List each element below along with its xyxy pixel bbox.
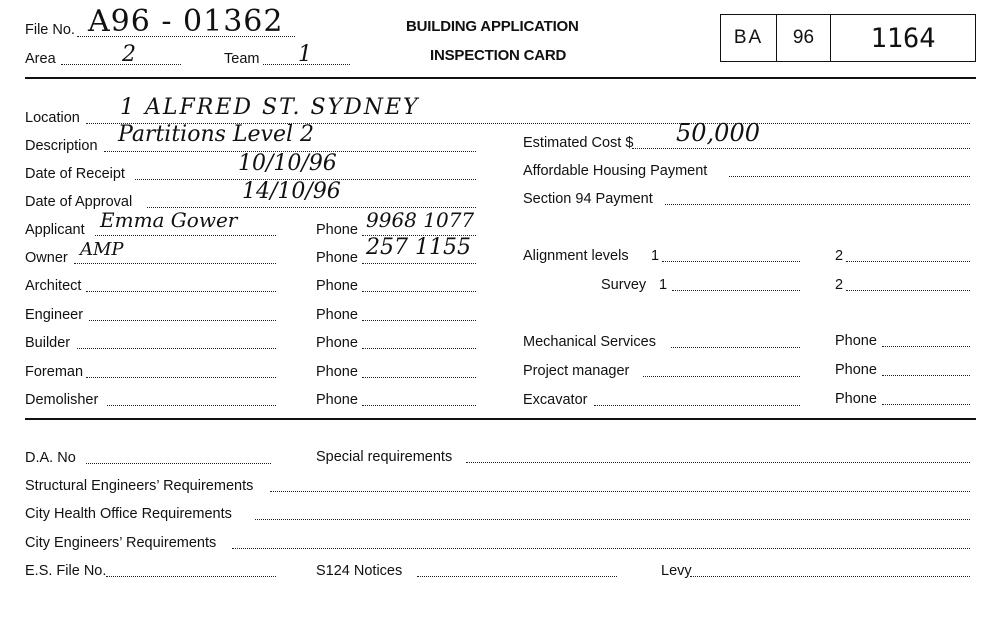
mechanical-phone-line: [882, 346, 970, 347]
es-file-label: E.S. File No.: [25, 563, 107, 579]
estimated-cost-value: 50,000: [676, 119, 760, 147]
date-approval-value: 14/10/96: [242, 179, 341, 204]
ref-prefix: BA: [721, 15, 777, 61]
excavator-phone-label: Phone: [835, 391, 877, 407]
owner-phone-value: 257 1155: [366, 235, 471, 260]
engineer-line: [89, 320, 276, 321]
city-engineers-line: [232, 548, 970, 549]
foreman-phone-label: Phone: [316, 364, 358, 380]
header-divider: [25, 77, 976, 79]
mechanical-phone-label: Phone: [835, 333, 877, 349]
date-approval-label: Date of Approval: [25, 194, 133, 210]
special-req-line: [466, 462, 970, 463]
structural-label: Structural Engineers’ Requirements: [25, 478, 254, 494]
project-manager-phone-label: Phone: [835, 362, 877, 378]
ref-number: 1164: [870, 22, 936, 54]
levy-label: Levy: [661, 563, 692, 579]
description-value: Partitions Level 2: [118, 122, 315, 147]
survey-line1: [672, 290, 800, 291]
location-label: Location: [25, 110, 80, 126]
excavator-line: [594, 405, 800, 406]
reference-box: [720, 14, 976, 62]
file-no-value: A96 - 01362: [88, 4, 284, 39]
architect-label: Architect: [25, 278, 82, 294]
description-label: Description: [25, 138, 98, 154]
estimated-cost-label: Estimated Cost $: [523, 135, 634, 151]
da-no-label: D.A. No: [25, 450, 76, 466]
mechanical-line: [671, 347, 800, 348]
demolisher-phone-line: [362, 405, 476, 406]
ref-year: 96: [777, 15, 831, 61]
foreman-phone-line: [362, 377, 476, 378]
owner-line: [74, 263, 276, 264]
file-no-label: File No.: [25, 22, 75, 38]
engineer-phone-label: Phone: [316, 307, 358, 323]
foreman-line: [86, 377, 276, 378]
owner-label: Owner: [25, 250, 68, 266]
project-manager-phone-line: [882, 375, 970, 376]
section94-label: Section 94 Payment: [523, 191, 653, 207]
date-receipt-label: Date of Receipt: [25, 166, 125, 182]
applicant-label: Applicant: [25, 222, 85, 238]
city-health-line: [255, 519, 970, 520]
affordable-housing-label: Affordable Housing Payment: [523, 163, 708, 179]
owner-value: AMP: [80, 239, 124, 260]
builder-phone-line: [362, 348, 476, 349]
middle-divider: [25, 418, 976, 420]
date-receipt-value: 10/10/96: [238, 151, 337, 176]
project-manager-label: Project manager: [523, 363, 630, 379]
survey-line2: [846, 290, 970, 291]
survey-n1: 1: [659, 277, 668, 293]
card-title-line1: BUILDING APPLICATION: [406, 18, 579, 35]
architect-line: [86, 291, 276, 292]
s124-label: S124 Notices: [316, 563, 403, 579]
builder-line: [77, 348, 276, 349]
team-label: Team: [224, 51, 260, 67]
alignment-levels-label: Alignment levels: [523, 248, 629, 264]
mechanical-label: Mechanical Services: [523, 334, 656, 350]
applicant-phone-value: 9968 1077: [366, 208, 475, 232]
architect-phone-line: [362, 291, 476, 292]
excavator-label: Excavator: [523, 392, 588, 408]
alignment-levels-n2: 2: [835, 248, 844, 264]
card-title-line2: INSPECTION CARD: [430, 47, 567, 64]
builder-label: Builder: [25, 335, 71, 351]
excavator-phone-line: [882, 404, 970, 405]
affordable-housing-line: [729, 176, 970, 177]
project-manager-line: [643, 376, 800, 377]
alignment-levels-n1: 1: [651, 248, 660, 264]
area-line: [61, 64, 181, 65]
foreman-label: Foreman: [25, 364, 84, 380]
demolisher-label: Demolisher: [25, 392, 99, 408]
area-label: Area: [25, 51, 56, 67]
section94-line: [665, 204, 970, 205]
location-value: 1 ALFRED ST. SYDNEY: [120, 95, 420, 120]
area-value: 2: [122, 42, 136, 67]
levy-line: [690, 576, 970, 577]
architect-phone-label: Phone: [316, 278, 358, 294]
team-value: 1: [298, 42, 312, 67]
special-req-label: Special requirements: [316, 449, 453, 465]
applicant-line: [95, 235, 276, 236]
survey-label: Survey: [601, 277, 647, 293]
demolisher-phone-label: Phone: [316, 392, 358, 408]
da-no-line: [86, 463, 271, 464]
applicant-phone-label: Phone: [316, 222, 358, 238]
demolisher-line: [107, 405, 276, 406]
owner-phone-line: [362, 263, 476, 264]
applicant-value: Emma Gower: [100, 208, 238, 232]
city-health-label: City Health Office Requirements: [25, 506, 232, 522]
alignment-levels-line1: [662, 261, 800, 262]
estimated-cost-line: [632, 148, 970, 149]
owner-phone-label: Phone: [316, 250, 358, 266]
es-file-line: [106, 576, 276, 577]
alignment-levels-line2: [846, 261, 970, 262]
structural-line: [270, 491, 970, 492]
builder-phone-label: Phone: [316, 335, 358, 351]
engineer-label: Engineer: [25, 307, 84, 323]
s124-line: [417, 576, 617, 577]
city-engineers-label: City Engineers’ Requirements: [25, 535, 217, 551]
engineer-phone-line: [362, 320, 476, 321]
survey-n2: 2: [835, 277, 844, 293]
